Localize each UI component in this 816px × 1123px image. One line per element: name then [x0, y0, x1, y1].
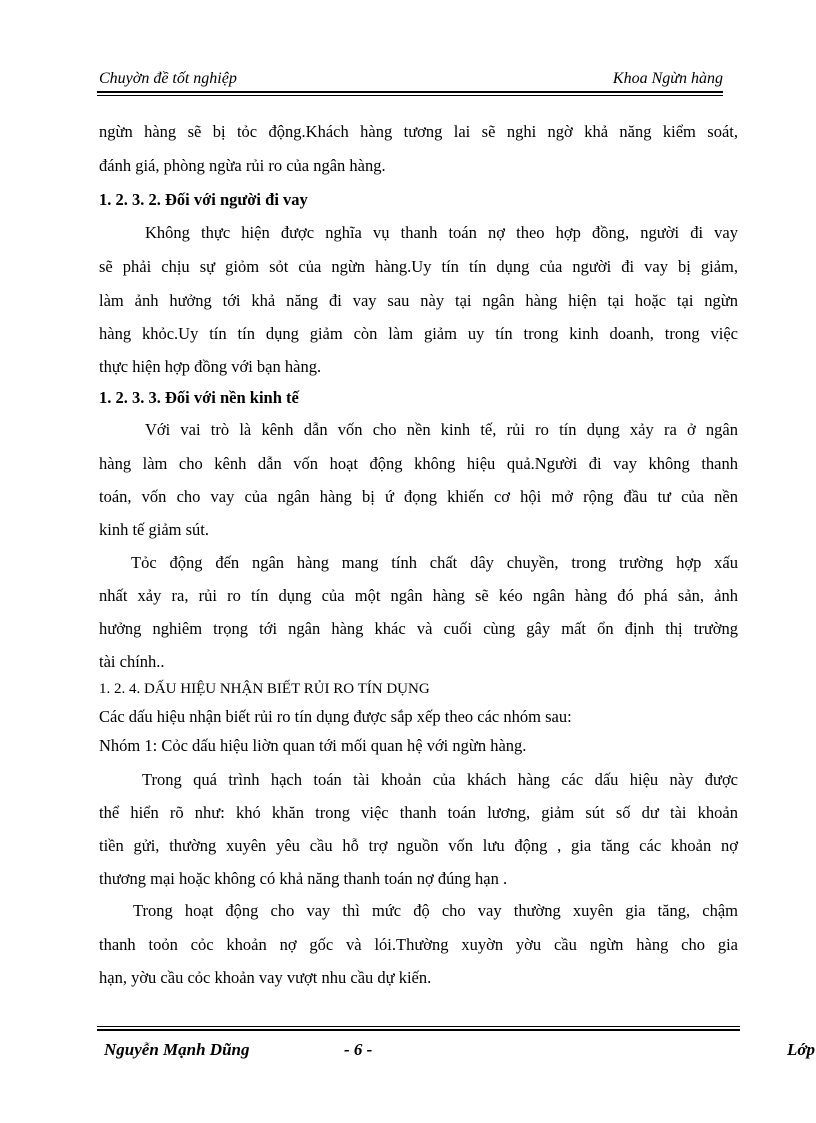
footer-rule-thin — [97, 1026, 740, 1027]
text-line: Tỏc động đến ngân hàng mang tính chất dây chuyền, trong trường hợp xấu — [131, 553, 738, 572]
text-line: kinh tế giảm sút. — [99, 520, 209, 539]
section-heading: 1. 2. 4. DẤU HIỆU NHẬN BIẾT RỦI RO TÍN DỤNG — [99, 681, 430, 697]
text-line: hạn, yờu cầu cỏc khoản vay vượt nhu cầu dự kiến. — [99, 968, 432, 987]
text-line: Trong hoạt động cho vay thì mức độ cho vay thường xuyên gia tăng, chậm — [133, 901, 738, 920]
page-number: - 6 - — [344, 1040, 373, 1059]
section-heading: 1. 2. 3. 3. Đối với nền kinh tế — [99, 388, 299, 407]
section-heading: 1. 2. 3. 2. Đối với người đi vay — [99, 190, 308, 209]
text-line: nhất xảy ra, rủi ro tín dụng của một ngân hàng sẽ kéo ngân hàng đó phá sản, ảnh — [99, 586, 738, 605]
text-line: thanh toỏn cỏc khoản nợ gốc và lói.Thường xuyờn yờu cầu ngừn hàng cho gia — [99, 935, 738, 954]
text-line: Nhóm 1: Cỏc dấu hiệu liờn quan tới mối quan hệ với ngừn hàng. — [99, 736, 527, 755]
text-line: hàng khỏc.Uy tín tín dụng giảm còn làm giảm uy tín trong kinh doanh, trong việc — [99, 324, 738, 343]
header-rule-thin — [97, 95, 723, 96]
text-line: ngừn hàng sẽ bị tỏc động.Khách hàng tương lai sẽ nghi ngờ khả năng kiểm soát, — [99, 122, 738, 141]
text-line: tài chính.. — [99, 652, 165, 671]
text-line: Không thực hiện được nghĩa vụ thanh toán nợ theo hợp đồng, người đi vay — [145, 223, 738, 242]
header-right-title: Khoa Ngừn hàng — [612, 70, 723, 87]
text-line: thực hiện hợp đồng với bạn hàng. — [99, 357, 322, 376]
text-line: hàng làm cho kênh dẫn vốn hoạt động không hiệu quả.Người đi vay không thanh — [99, 454, 738, 473]
text-line: thương mại hoặc không có khả năng thanh toán nợ đúng hạn . — [99, 869, 508, 888]
text-line: Các dấu hiệu nhận biết rủi ro tín dụng được sắp xếp theo các nhóm sau: — [99, 707, 572, 726]
text-line: đánh giá, phòng ngừa rủi ro của ngân hàng. — [99, 156, 386, 175]
text-line: tiền gửi, thường xuyên yêu cầu hỗ trợ nguồn vốn lưu động , gia tăng các khoản nợ — [99, 836, 738, 855]
text-line: Trong quá trình hạch toán tài khoản của khách hàng các dấu hiệu này được — [142, 770, 738, 789]
text-line: làm ảnh hưởng tới khả năng đi vay sau này tại ngân hàng hiện tại hoặc tại ngừn — [99, 291, 738, 310]
text-line: hưởng nghiêm trọng tới ngân hàng khác và cuối cùng gây mất ổn định thị trường — [99, 619, 738, 638]
page-header — [97, 64, 723, 94]
text-line: toán, vốn cho vay của ngân hàng bị ứ đọng khiến cơ hội mở rộng đầu tư của nền — [99, 487, 738, 506]
text-line: Với vai trò là kênh dẫn vốn cho nền kinh tế, rủi ro tín dụng xảy ra ở ngân — [145, 420, 738, 439]
text-line: sẽ phải chịu sự giỏm sỏt của ngừn hàng.Uy tín tín dụng của người đi vay bị giảm, — [99, 257, 738, 276]
header-left-title: Chuyờn đề tốt nghiệp — [99, 70, 237, 87]
text-line: thể hiển rõ như: khó khăn trong việc thanh toán lương, giảm sút số dư tài khoản — [99, 803, 738, 822]
footer-rule-thick — [97, 1029, 740, 1031]
footer-class-label: Lớp — [787, 1040, 816, 1059]
footer-author: Nguyễn Mạnh Dũng — [104, 1040, 250, 1059]
header-rule-thick — [97, 91, 723, 93]
